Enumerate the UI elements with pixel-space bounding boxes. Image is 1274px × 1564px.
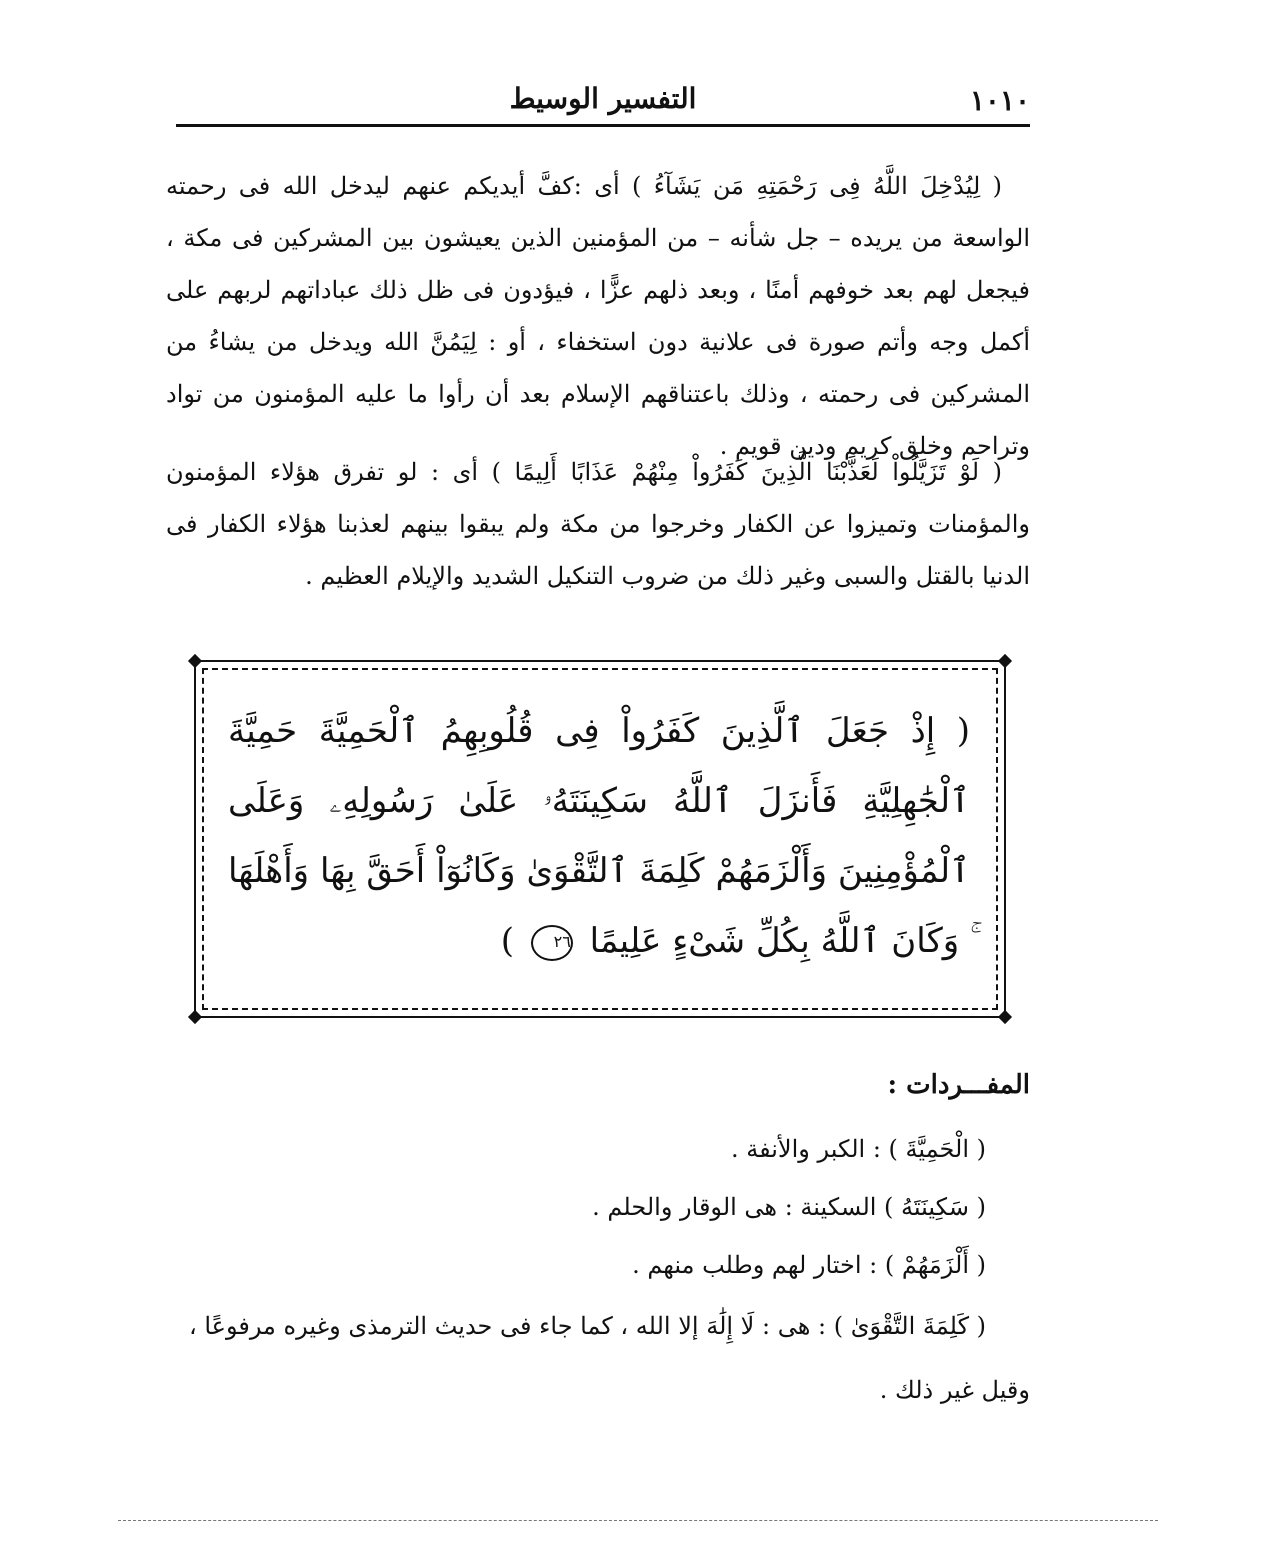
commentary-paragraph-1 bbox=[166, 160, 1030, 472]
vocabulary-list bbox=[166, 1120, 1030, 1422]
commentary-paragraph-2 bbox=[166, 446, 1030, 602]
frame-corner-ornament bbox=[998, 654, 1012, 668]
frame-corner-ornament bbox=[188, 1010, 202, 1024]
vocabulary-item bbox=[166, 1294, 1030, 1422]
frame-corner-ornament bbox=[188, 654, 202, 668]
verse-text: ( إِذْ جَعَلَ ٱلَّذِينَ كَفَرُواْ فِى قُلُوبِهِمُ ٱلْحَمِيَّةَ حَمِيَّةَ ٱلْجَٰهِلِيَّةِ فَأَنزَلَ ٱللَّهُ سَكِينَتَهُۥ عَلَىٰ رَسُولِهِۦ وَعَلَى ٱلْمُؤْمِنِينَ وَأَلْزَمَهُمْ كَلِمَةَ ٱلتَّقْوَىٰ وَكَانُوٓاْ أَحَقَّ بِهَا وَأَهْلَهَا ۚ وَكَانَ ٱللَّهُ بِكُلِّ شَىْءٍ عَلِيمًا bbox=[228, 711, 970, 961]
vocabulary-item: ( أَلْزَمَهُمْ ) : اختار لهم وطلب منهم . bbox=[632, 1251, 986, 1279]
page-number: ١٠١٠ bbox=[969, 84, 1030, 117]
scan-edge-line bbox=[118, 1520, 1158, 1521]
vocabulary-item: ( الْحَمِيَّةَ ) : الكبر والأنفة . bbox=[730, 1135, 986, 1163]
ayah-number-marker: ٢٦ bbox=[531, 925, 573, 961]
running-title: التفسير الوسيط bbox=[509, 82, 697, 115]
frame-corner-ornament bbox=[998, 1010, 1012, 1024]
page-header bbox=[176, 82, 1030, 122]
commentary-text: ( لَوْ تَزَيَّلُواْ لَعَذَّبْنَا الَّذِينَ كَفَرُواْ مِنْهُمْ عَذَابًا أَلِيمًا ) أى : لو تفرق هؤلاء المؤمنون والمؤمنات وتميزوا عن الكفار وخرجوا من مكة ولم يبقوا بينهم لعذبنا هؤلاء الكفار فى الدنيا بالقتل والسبى وغير ذلك من ضروب التنكيل الشديد والإيلام العظيم . bbox=[166, 458, 1030, 590]
verse-closing-bracket: ) bbox=[500, 921, 515, 961]
verse-frame bbox=[194, 660, 1006, 1018]
header-divider bbox=[176, 124, 1030, 127]
vocabulary-item-text: ( كَلِمَةَ التَّقْوَىٰ ) : هى : لَا إِلَٰهَ إلا الله ، كما جاء فى حديث الترمذى وغيره مرفوعًا ، bbox=[188, 1312, 986, 1340]
vocabulary-item: ( سَكِينَتَهُ ) السكينة : هى الوقار والحلم . bbox=[592, 1193, 986, 1221]
commentary-text: ( لِيُدْخِلَ اللَّهُ فِى رَحْمَتِهِ مَن يَشَآءُ ) أى :كفَّ أيديكم عنهم ليدخل الله فى رحمته الواسعة من يريده – جل شأنه – من المؤمنين الذين يعيشون بين المشركين فى مكة ، فيجعل لهم بعد خوفهم أمنًا ، وبعد ذلهم عزًّا ، فيؤدون فى ظل ذلك عباداتهم لربهم على أكمل وجه وأتم صورة فى علانية دون استخفاء ، أو : لِيَمُنَّ الله ويدخل من يشاءُ من المشركين فى رحمته ، وذلك باعتناقهم الإسلام بعد أن رأوا ما عليه المؤمنون من تواد وتراحم وخلق كريم ودين قويم . bbox=[166, 172, 1030, 460]
vocabulary-item-continuation: وقيل غير ذلك . bbox=[879, 1376, 1030, 1404]
quran-verse bbox=[228, 696, 970, 976]
vocabulary-heading: المفـــردات : bbox=[887, 1070, 1030, 1100]
